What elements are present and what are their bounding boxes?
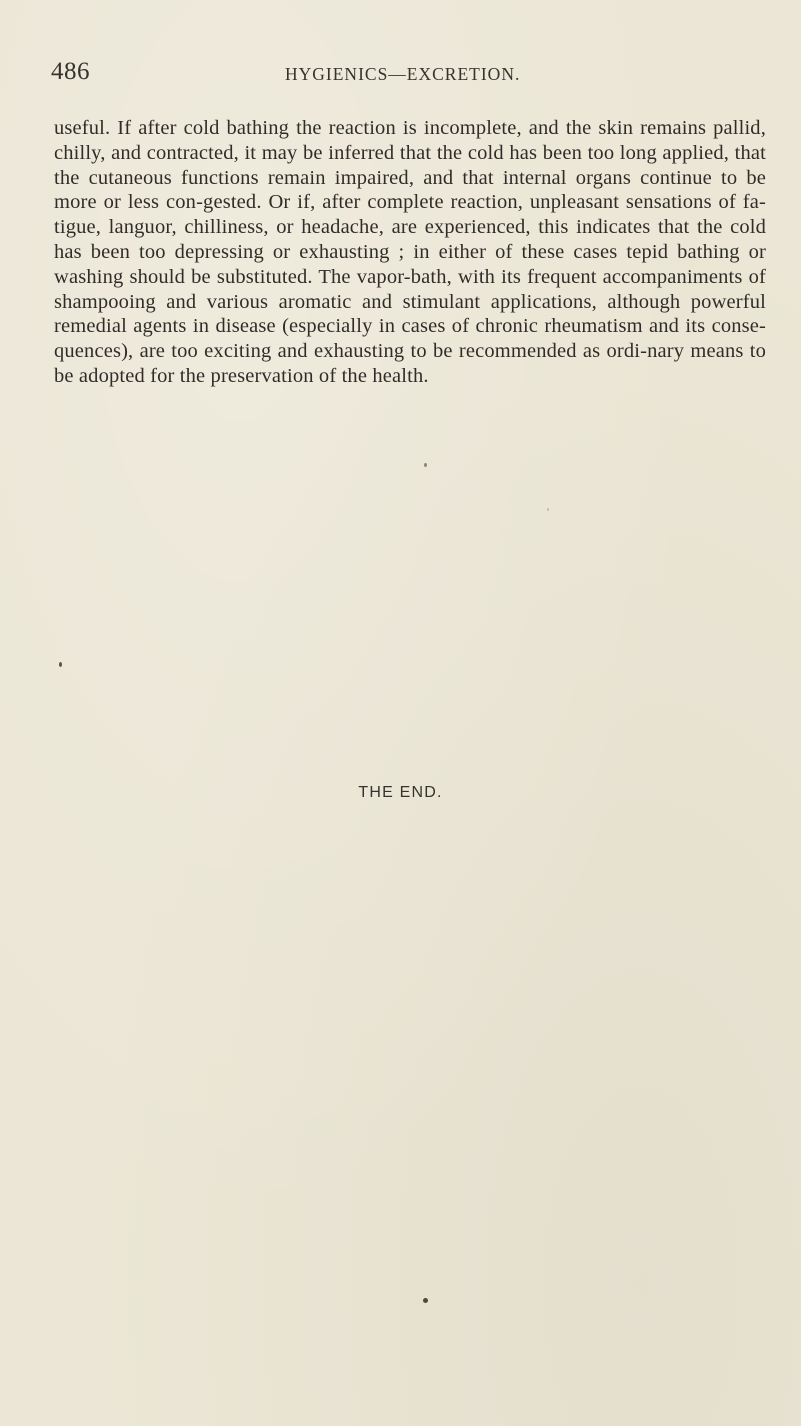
ink-speck	[547, 508, 549, 511]
ink-speck	[423, 1298, 428, 1303]
running-head: HYGIENICS—EXCRETION.	[285, 64, 521, 84]
ink-speck	[59, 662, 62, 667]
closing-text: THE END.	[358, 784, 443, 801]
ink-speck	[424, 463, 427, 467]
body-paragraph: useful. If after cold bathing the reaction is incomplete, and the skin remains pallid, chilly, and contracted, it may be inferred that the cold has been too long applied, that the cutaneous functions remain impaired, and that internal organs continue to be more or less con-gested. Or if, after complete reaction, unpleasant sensations of fa-tigue, languor, chilliness, or headache, are experienced, this indicates that the cold has been too depressing or exhausting ; in either of these cases tepid bathing or washing should be substituted. The vapor-bath, with its frequent accompaniments of shampooing and various aromatic and stimulant applications, although powerful remedial agents in disease (especially in cases of chronic rheumatism and its conse-quences), are too exciting and exhausting to be recommended as ordi-nary means to be adopted for the preservation of the health.	[54, 117, 766, 387]
page-number: 486	[51, 58, 90, 85]
